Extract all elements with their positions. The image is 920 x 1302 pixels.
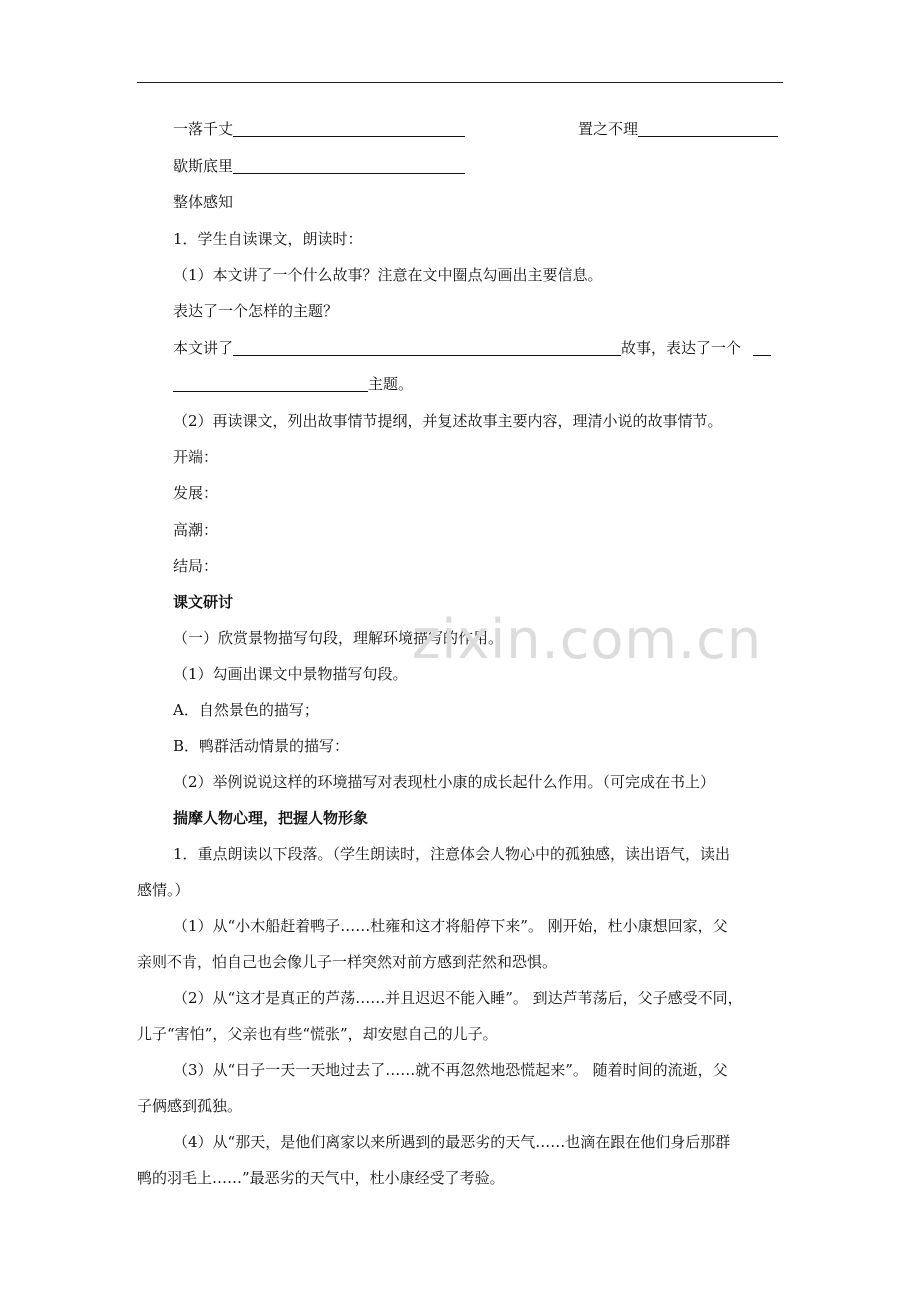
passage-4-line-1: （4）从“那天，是他们离家以来所遇到的最恶劣的天气……也滴在跟在他们身后那群 [173, 1133, 731, 1151]
study-item-1-2: （2）举例说说这样的环境描写对表现杜小康的成长起什么作用。（可完成在书上） [173, 773, 716, 791]
vocab-word-1: 一落千丈 [173, 120, 234, 138]
fill-sentence-a: 本文讲了 [173, 339, 234, 357]
study-option-b: B．鸭群活动情景的描写： [173, 737, 350, 755]
plot-ending: 结局： [173, 557, 219, 575]
vocab-row-1 [173, 118, 465, 140]
plot-start: 开端： [173, 448, 219, 466]
fill-sentence [173, 337, 771, 359]
vocab-word-2: 置之不理 [578, 120, 639, 138]
study-item-1-1: （1）勾画出课文中景物描写句段。 [173, 665, 408, 683]
vocab-row-1b [578, 118, 778, 140]
fill-sentence-b: 故事，表达了一个 [621, 339, 742, 357]
vocab-blank-1[interactable] [233, 120, 465, 137]
vocab-row-2 [173, 155, 465, 177]
passage-3-line-1: （3）从“日子一天一天地过去了……就不再忽然地恐慌起来”。 随着时间的流逝，父 [173, 1061, 728, 1079]
study-option-a: A．自然景色的描写； [173, 701, 319, 719]
theme-blank[interactable] [173, 375, 368, 392]
vocab-blank-3[interactable] [233, 157, 465, 174]
plot-climax: 高潮： [173, 521, 219, 539]
vocab-word-3: 歇斯底里 [173, 157, 234, 175]
story-blank[interactable] [233, 339, 621, 356]
theme-blank-start[interactable] [753, 339, 771, 356]
passage-2-line-2: 儿子“害怕”，父亲也有些“慌张”，却安慰自己的儿子。 [137, 1025, 498, 1043]
passage-1-line-2: 亲则不肯，怕自己也会像儿子一样突然对前方感到茫然和恐惧。 [137, 953, 558, 971]
study-item-1: （一）欣赏景物描写句段，理解环境描写的作用。 [173, 629, 504, 647]
passage-2-line-1: （2）从“这才是真正的芦荡……并且迟迟不能入睡”。 到达芦苇荡后，父子感受不同， [173, 989, 743, 1007]
passage-4-line-2: 鸭的羽毛上……”最恶劣的天气中，杜小康经受了考验。 [137, 1169, 505, 1187]
section-overall-title: 整体感知 [173, 193, 234, 211]
header-rule [137, 82, 783, 83]
watermark-text: zixin.com.cn [412, 608, 763, 671]
passage-3-line-2: 子俩感到孤独。 [137, 1097, 243, 1115]
question-1: 1．学生自读课文，朗读时： [173, 230, 363, 248]
passage-1-line-1: （1）从“小木船赶着鸭子……杜雍和这才将船停下来”。 刚开始，杜小康想回家，父 [173, 917, 728, 935]
section-character-title: 揣摩人物心理，把握人物形象 [173, 809, 369, 827]
reading-instruction-line-2: 感情。） [137, 881, 190, 899]
vocab-blank-2[interactable] [638, 120, 778, 137]
reading-instruction-line-1: 1．重点朗读以下段落。（学生朗读时，注意体会人物心中的孤独感，读出语气，读出 [173, 845, 731, 863]
question-1-1-b: 表达了一个怎样的主题？ [173, 302, 339, 320]
plot-develop: 发展： [173, 484, 219, 502]
section-study-title: 课文研讨 [173, 593, 234, 611]
question-1-1: （1）本文讲了一个什么故事？注意在文中圈点勾画出主要信息。 [173, 266, 603, 284]
fill-sentence-c: 主题。 [368, 375, 414, 393]
question-1-2: （2）再读课文，列出故事情节提纲，并复述故事主要内容，理清小说的故事情节。 [173, 412, 723, 430]
fill-sentence-cont [173, 373, 413, 395]
